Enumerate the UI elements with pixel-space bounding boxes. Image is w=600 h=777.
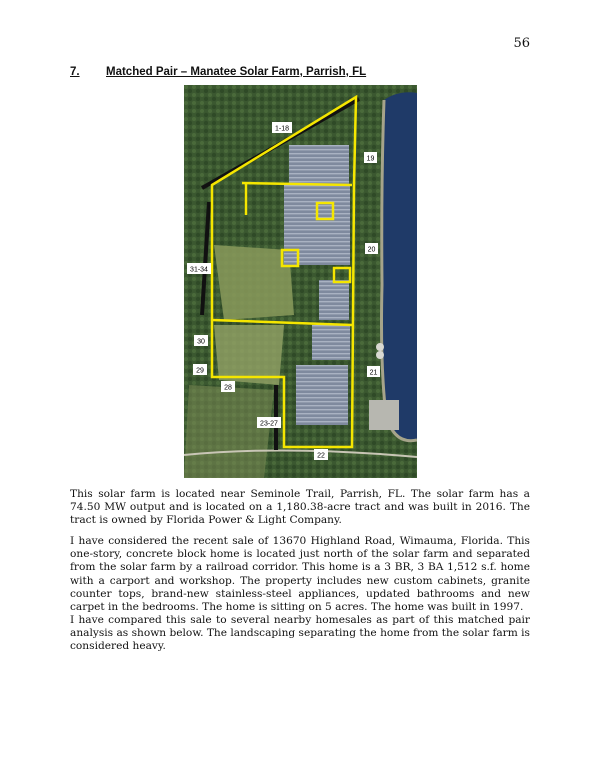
page-number: 56 (513, 36, 530, 51)
map-label-31-34 (187, 263, 211, 274)
svg-text:20: 20 (367, 246, 376, 254)
paragraph-1: This solar farm is located near Seminole Trail, Parrish, FL. The solar farm has a 74.50 MW output and is located on a 1,180.38-acre tract and was built in 2016. The tract is owned by Florida Power & Light Company. (70, 488, 530, 527)
paragraph-2: I have considered the recent sale of 13670 Highland Road, Wimauma, Florida. This one-story, concrete block home is located just north of the solar farm and separated from the solar farm by a railroad corridor. This home is a 3 BR, 3 BA 1,512 s.f. home with a carport and workshop. The property includes new custom cabinets, granite counter tops, brand-new stainless-steel appliances, updated bathrooms and new carpet in the bedrooms. The home is sitting on 5 acres. The home was built in 1997. (70, 535, 530, 614)
field-area (184, 385, 274, 478)
storage-tank (376, 343, 384, 351)
paragraph-3: I have compared this sale to several nearby homesales as part of this matched pair analysis as shown below. The landscaping separating the home from the solar farm is considered heavy. (70, 614, 530, 653)
svg-text:19: 19 (366, 155, 375, 163)
solar-array (319, 280, 349, 320)
map-label-1-18 (272, 122, 292, 133)
storage-tank (376, 351, 384, 359)
svg-text:31-34: 31-34 (190, 266, 208, 274)
svg-text:28: 28 (224, 384, 232, 392)
map-label-28 (221, 381, 235, 392)
map-label-23-27 (257, 417, 281, 428)
map-label-29 (193, 364, 207, 375)
solar-array (296, 365, 348, 425)
map-label-30 (194, 335, 208, 346)
svg-text:21: 21 (369, 369, 378, 377)
lake (382, 92, 418, 440)
map-label-19 (364, 152, 377, 163)
substation (369, 400, 399, 430)
map-label-21 (367, 366, 380, 377)
svg-text:23-27: 23-27 (260, 420, 278, 428)
solar-array (312, 325, 350, 360)
section-number: 7. (70, 66, 80, 78)
svg-text:1-18: 1-18 (274, 125, 290, 133)
map-label-20 (365, 243, 378, 254)
svg-text:29: 29 (196, 367, 204, 375)
solar-array (284, 185, 350, 265)
aerial-map-svg (184, 85, 417, 478)
section-heading (70, 66, 366, 78)
aerial-map (184, 85, 417, 478)
map-label-22 (314, 449, 328, 460)
section-title: Matched Pair – Manatee Solar Farm, Parrish, FL (106, 66, 367, 78)
solar-array (289, 145, 349, 185)
svg-text:30: 30 (197, 338, 205, 346)
svg-text:22: 22 (317, 452, 325, 460)
